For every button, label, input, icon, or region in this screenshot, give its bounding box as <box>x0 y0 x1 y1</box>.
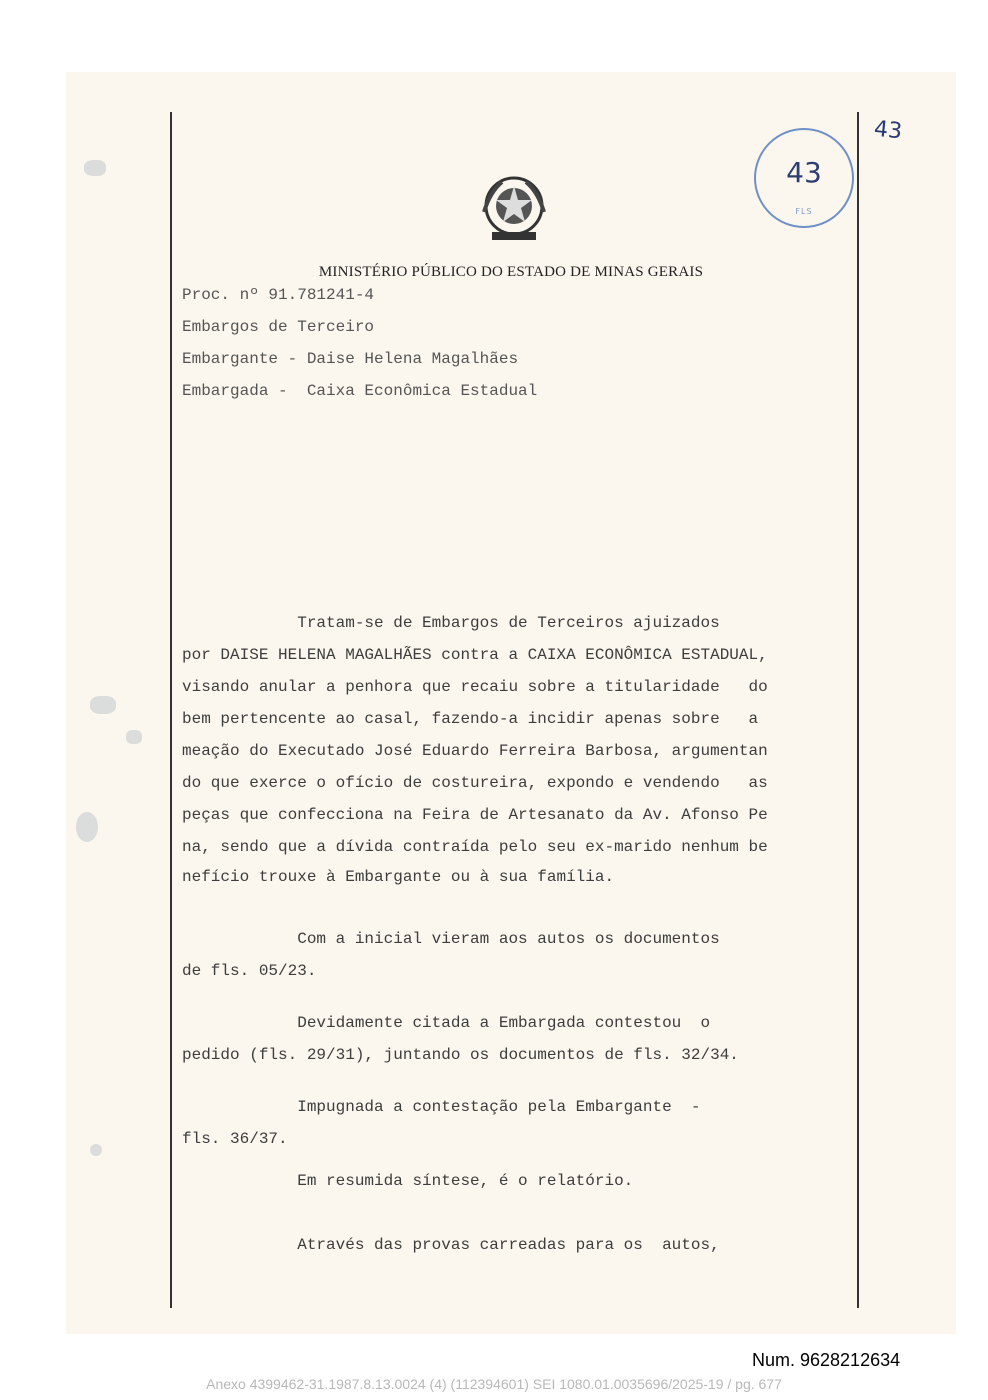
ministry-title: MINISTÉRIO PÚBLICO DO ESTADO DE MINAS GERAIS <box>318 264 704 280</box>
body-line: na, sendo que a dívida contraída pelo seu ex-marido nenhum be <box>182 838 768 856</box>
body-line: por DAISE HELENA MAGALHÃES contra a CAIXA ECONÔMICA ESTADUAL, <box>182 646 768 664</box>
body-line: peças que confecciona na Feira de Artesanato da Av. Afonso Pe <box>182 806 768 824</box>
process-number: Proc. nº 91.781241-4 <box>182 286 375 304</box>
body-line: Tratam-se de Embargos de Terceiros ajuizados <box>182 614 720 632</box>
embargada-line: Embargada - Caixa Econômica Estadual <box>182 382 538 400</box>
body-line: Impugnada a contestação pela Embargante - <box>182 1098 701 1116</box>
body-line: nefício trouxe à Embargante ou à sua família. <box>182 868 615 886</box>
document-number: Num. 9628212634 <box>752 1350 901 1370</box>
document-reference: Anexo 4399462-31.1987.8.13.0024 (4) (112394601) SEI 1080.01.0035696/2025-19 / pg. 677 <box>206 1376 782 1392</box>
handwritten-page-number: 43 <box>872 116 904 145</box>
scan-smudge <box>76 812 98 842</box>
scan-smudge <box>90 696 116 714</box>
body-line: Em resumida síntese, é o relatório. <box>182 1172 634 1190</box>
body-line: visando anular a penhora que recaiu sobre a titularidade do <box>182 678 768 696</box>
page-number-stamp <box>754 128 854 228</box>
body-line: Através das provas carreadas para os autos, <box>182 1236 720 1254</box>
scan-smudge <box>90 1144 102 1156</box>
body-line: pedido (fls. 29/31), juntando os documentos de fls. 32/34. <box>182 1046 739 1064</box>
case-type: Embargos de Terceiro <box>182 318 375 336</box>
scan-smudge <box>84 160 106 176</box>
body-line: do que exerce o ofício de costureira, expondo e vendendo as <box>182 774 768 792</box>
scan-smudge <box>126 730 142 744</box>
body-line: Devidamente citada a Embargada contestou o <box>182 1014 711 1032</box>
right-margin-rule <box>857 112 859 1308</box>
body-line: fls. 36/37. <box>182 1130 288 1148</box>
body-line: de fls. 05/23. <box>182 962 317 980</box>
body-line: bem pertencente ao casal, fazendo-a incidir apenas sobre a <box>182 710 759 728</box>
stamp-ring-text: FLS <box>795 207 813 216</box>
document-page <box>66 72 956 1334</box>
body-line: meação do Executado José Eduardo Ferreira Barbosa, argumentan <box>182 742 768 760</box>
embargante-line: Embargante - Daise Helena Magalhães <box>182 350 519 368</box>
left-margin-rule <box>170 112 172 1308</box>
stamp-number: 43 <box>786 156 822 189</box>
body-line: Com a inicial vieram aos autos os documentos <box>182 930 720 948</box>
coat-of-arms-icon <box>478 172 550 244</box>
